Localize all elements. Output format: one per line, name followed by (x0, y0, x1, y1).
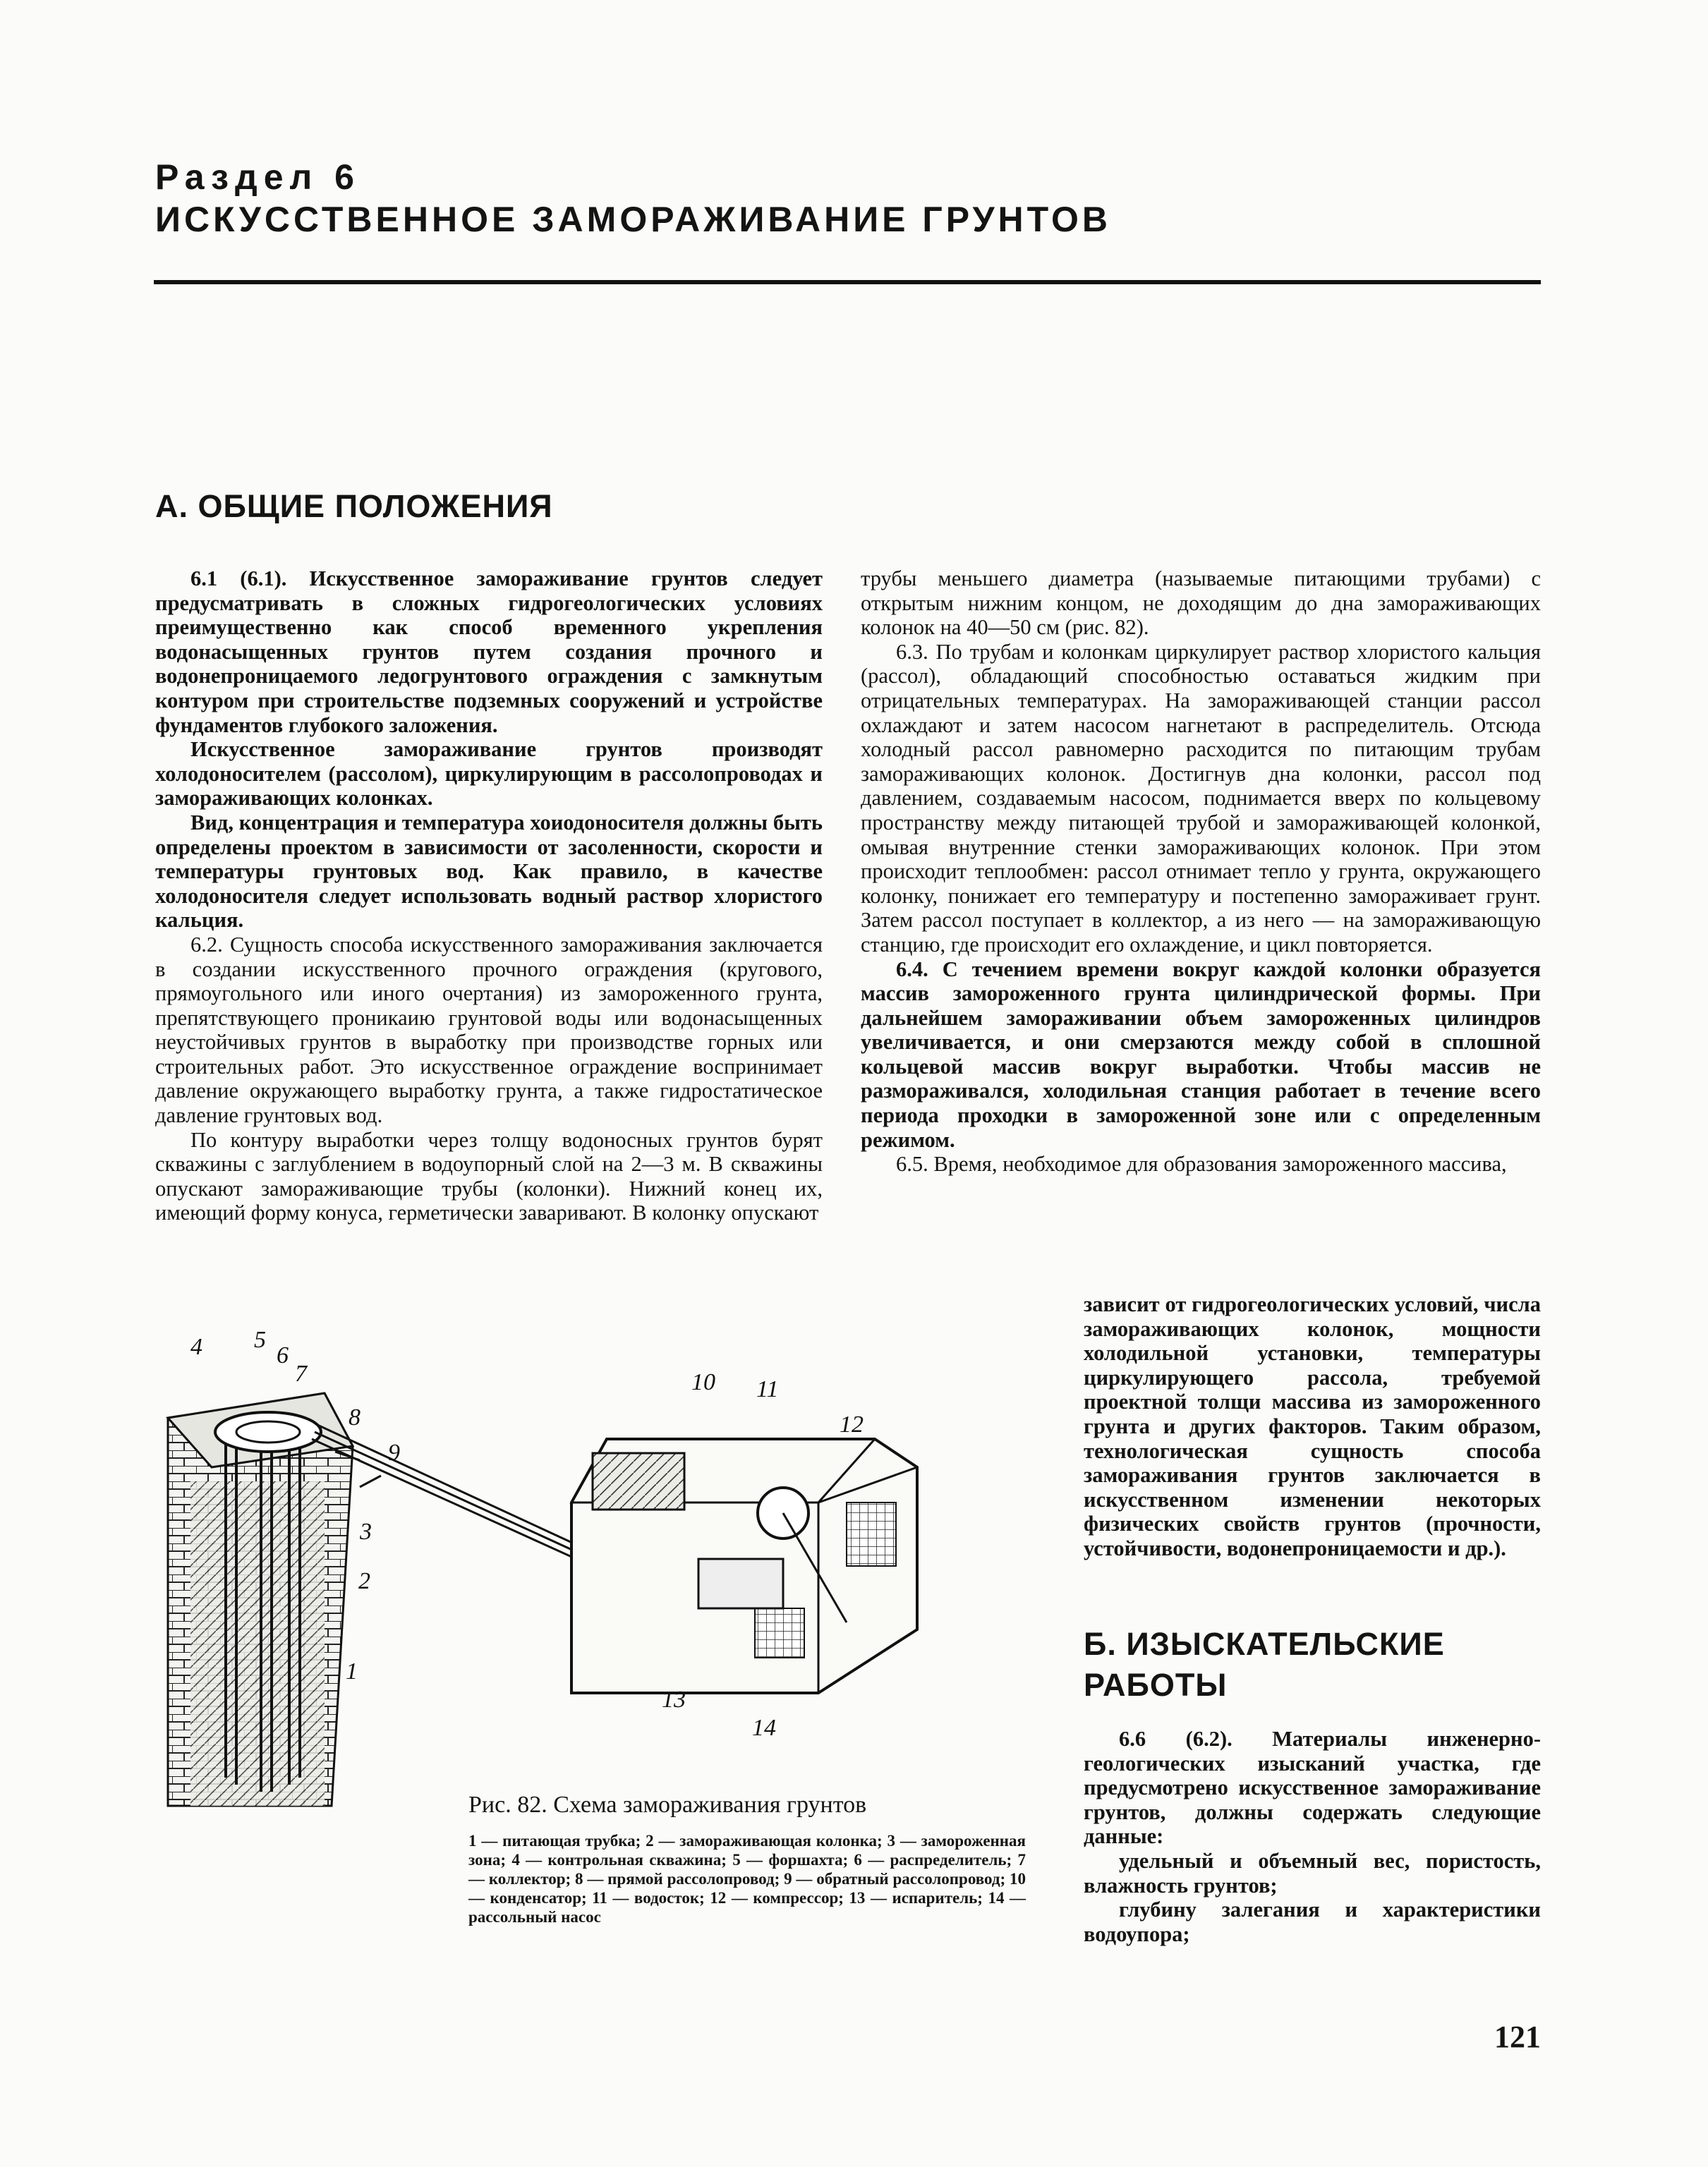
paragraph: 6.1 (6.1). Искусственное замораживание грунтов следует предусматривать в сложных гидрогеологических условиях преимущественно как способ временного укрепления водонасыщенных грунтов путем создания прочного и водонепроницаемого ледогрунтового ограждения с замкнутым контуром при строительстве подземных сооружений и устройстве фундаментов глубокого заложения. (155, 566, 823, 737)
figure-label: 14 (752, 1715, 776, 1741)
section-b-title-line1: Б. ИЗЫСКАТЕЛЬСКИЕ (1084, 1626, 1445, 1662)
freezing-scheme-figure (148, 1326, 1065, 1820)
figure-label: 1 (346, 1658, 358, 1685)
section-label: Раздел 6 (155, 157, 361, 197)
section-b-title (1084, 1626, 1445, 1704)
left-column (155, 566, 823, 1225)
figure-label: 8 (349, 1404, 361, 1431)
page-number: 121 (1494, 2020, 1541, 2054)
paragraph: зависит от гидрогеологических условий, числа замораживающих колонок, мощности холодильной установки, температуры циркулирующего рассола, требуемой проектной толщи массива из замороженного грунта и других факторов. Таким образом, технологическая сущность способа замораживания грунтов заключается в искусственном изменении некоторых физических свойств грунтов (прочности, устойчивости, водонепроницаемости и др.). (1084, 1292, 1541, 1560)
figure-label: 11 (756, 1376, 779, 1402)
figure-label: 2 (358, 1568, 370, 1594)
right-column (861, 566, 1541, 1177)
figure-caption: Рис. 82. Схема замораживания грунтов (468, 1792, 867, 1818)
paragraph: Вид, концентрация и температура хоиодоносителя должны быть определены проектом в зависимости от засоленности, скорости и температуры грунтовых вод. Как правило, в качестве холодоносителя следует использовать водный раствор хлористого кальция. (155, 810, 823, 933)
figure-legend: 1 — питающая трубка; 2 — замораживающая колонка; 3 — замороженная зона; 4 — контрольная скважина; 5 — форшахта; 6 — распределитель; 7 — коллектор; 8 — прямой рассолопровод; 9 — обратный рассолопровод; 10 — конденсатор; 11 — водосток; 12 — компрессор; 13 — испаритель; 14 — рассольный насос (468, 1832, 1026, 1926)
figure-label: 4 (190, 1334, 202, 1360)
section-title: ИСКУССТВЕННОЕ ЗАМОРАЖИВАНИЕ ГРУНТОВ (155, 200, 1111, 239)
p65-continuation (1084, 1292, 1541, 1561)
section-a-title: А. ОБЩИЕ ПОЛОЖЕНИЯ (155, 488, 553, 524)
figure-label: 7 (295, 1361, 307, 1387)
paragraph: 6.4. С течением времени вокруг каждой колонки образуется массив замороженного грунта цилиндрической формы. При дальнейшем замораживании объем замороженных цилиндров увеличивается, и они смерзаются между собой в сплошной кольцевой массив вокруг выработки. Чтобы массив не размораживался, холодильная станция работает в течение всего периода проходки в замороженной зоне или с определенным режимом. (861, 957, 1541, 1152)
figure-label: 13 (662, 1687, 686, 1713)
paragraph: По контуру выработки через толщу водоносных грунтов бурят скважины с заглублением в водоупорный слой на 2—3 м. В скважины опускают замораживающие трубы (колонки). Нижний конец их, имеющий форму конуса, герметически заваривают. В колонку опускают (155, 1127, 823, 1225)
figure-label: 12 (840, 1412, 864, 1438)
figure-label: 10 (691, 1369, 715, 1395)
figure-label: 9 (388, 1440, 400, 1466)
figure-label: 6 (277, 1342, 289, 1368)
title-rule (154, 280, 1541, 284)
paragraph: трубы меньшего диаметра (называемые питающими трубами) с открытым нижним концом, не доходящим до дна замораживающих колонок на 40—50 см (рис. 82). (861, 566, 1541, 640)
forshaft (215, 1412, 321, 1452)
paragraph: удельный и объемный вес, пористость, влажность грунтов; (1084, 1848, 1541, 1898)
paragraph: 6.3. По трубам и колонкам циркулирует раствор хлористого кальция (рассол), обладающий способностью оставаться жидким при отрицательных температурах. На замораживающей станции рассол охлаждают и затем насосом нагнетают в распределитель. Отсюда холодный рассол равномерно расходится по питающим трубам замораживающих колонок. Достигнув дна колонки, рассол под давлением, создаваемым насосом, поднимается вверх по кольцевому пространству между питающей трубой и замораживающей колонкой, омывая внутренние стенки замораживающих колонок. При этом происходит теплообмен: рассол отнимает тепло у грунта, окружающего колонку, понижает его температуру и постепенно замораживает грунт. Затем рассол поступает в коллектор, а из него — на замораживающую станцию, где происходит его охлаждение, и цикл повторяется. (861, 639, 1541, 957)
section-b-title-line2: РАБОТЫ (1084, 1667, 1228, 1703)
brine-pipelines (312, 1425, 600, 1570)
paragraph: 6.6 (6.2). Материалы инженерно-геологических изысканий участка, где предусмотрено искусственное замораживание грунтов, должны содержать следующие данные: (1084, 1727, 1541, 1849)
section-b-body (1084, 1727, 1541, 1946)
figure-label: 3 (360, 1519, 372, 1545)
paragraph: Искусственное замораживание грунтов производят холодоносителем (рассолом), циркулирующим в рассолопроводах и замораживающих колонках. (155, 737, 823, 811)
paragraph: 6.2. Сущность способа искусственного замораживания заключается в создании искусственного прочного ограждения (кругового, прямоугольного или иного очертания) из замороженного грунта, препятствующего проникаию грунтовой воды или водонасыщенных неустойчивых грунтов в выработку при производстве горных или строительных работ. Это искусственное ограждение воспринимает давление окружающего выработку грунта, а также гидростатическое давление грунтовых вод. (155, 932, 823, 1128)
paragraph: 6.5. Время, необходимое для образования замороженного массива, (896, 1152, 1507, 1177)
figure-label: 5 (254, 1327, 266, 1353)
freezing-station (571, 1439, 917, 1693)
paragraph: глубину залегания и характеристики водоупора; (1084, 1898, 1541, 1946)
